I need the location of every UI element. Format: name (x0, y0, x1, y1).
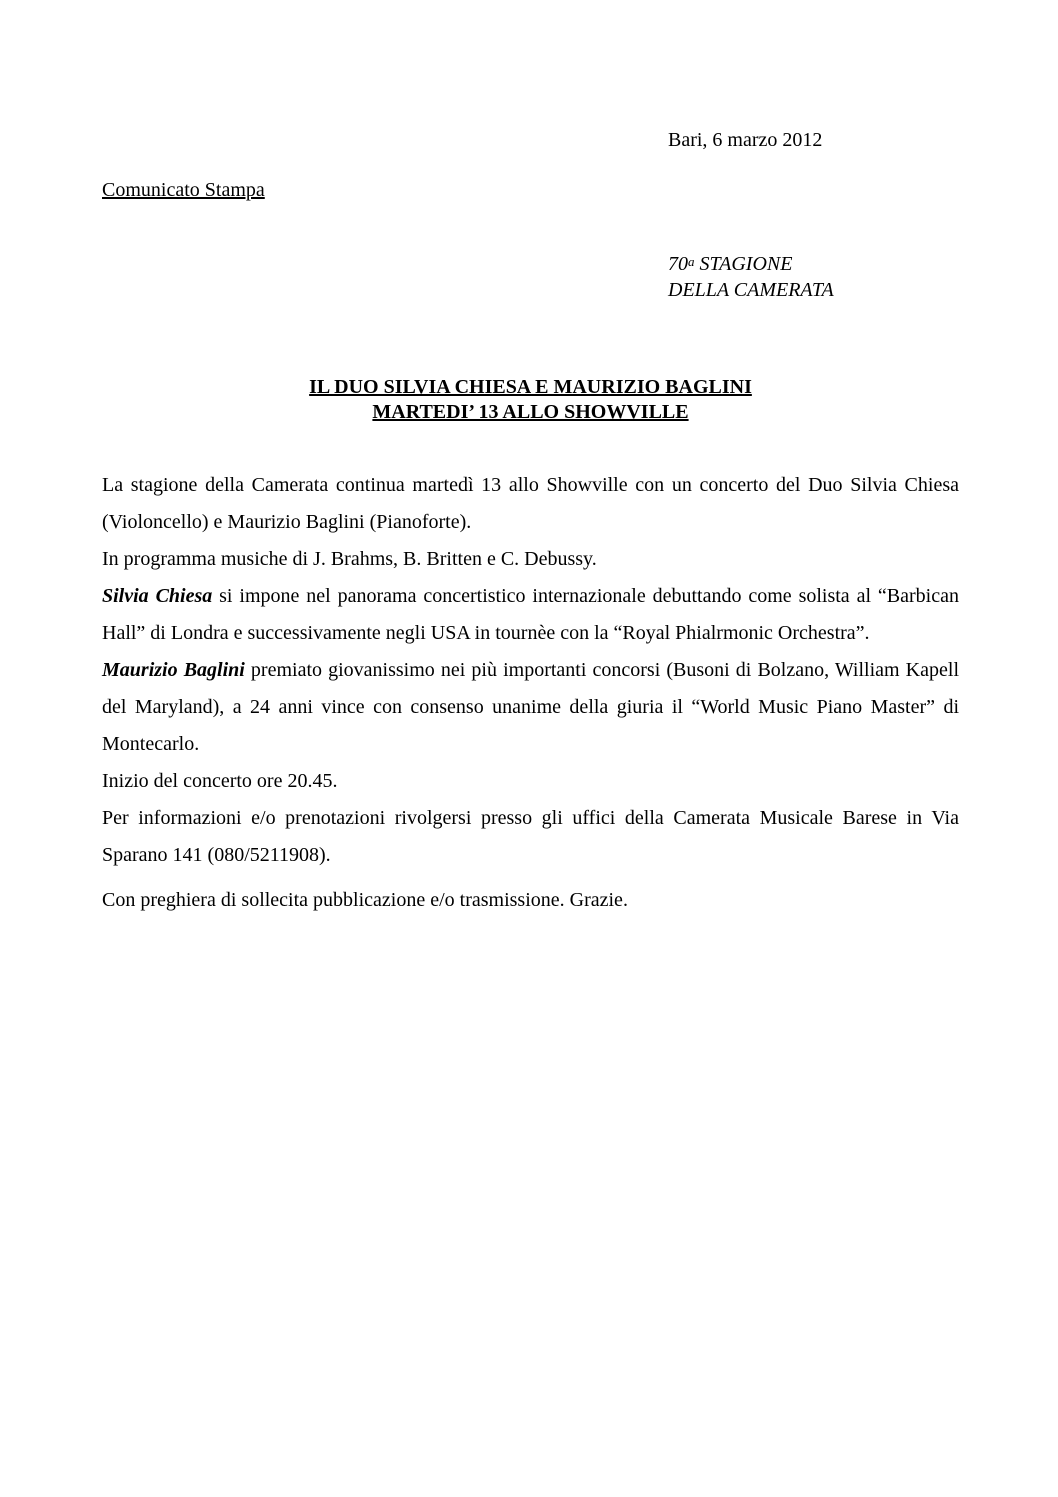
season-label (668, 251, 834, 303)
season-superscript: a (688, 254, 695, 269)
season-line-1 (668, 251, 834, 277)
season-line-2: DELLA CAMERATA (668, 279, 834, 301)
paragraph-program: In programma musiche di J. Brahms, B. Britten e C. Debussy. (102, 548, 597, 570)
paragraph-closing: Con preghiera di sollecita pubblicazione e/o trasmissione. Grazie. (102, 889, 628, 911)
performer-name-silvia-chiesa: Silvia Chiesa (102, 585, 213, 607)
letter-body (102, 467, 959, 919)
letter-date: Bari, 6 marzo 2012 (668, 129, 823, 151)
paragraph-silvia-chiesa (102, 578, 959, 652)
season-line-1-rest: STAGIONE (694, 253, 793, 275)
paragraph-info-contact: Per informazioni e/o prenotazioni rivolgersi presso gli uffici della Camerata Musicale Barese in Via Sparano 141 (080/5211908). (102, 807, 959, 866)
document-type-label: Comunicato Stampa (102, 179, 265, 201)
paragraph-intro: La stagione della Camerata continua martedì 13 allo Showville con un concerto del Duo Silvia Chiesa (Violoncello) e Maurizio Baglini (Pianoforte). (102, 474, 959, 533)
season-number: 70 (668, 253, 688, 275)
paragraph-start-time: Inizio del concerto ore 20.45. (102, 770, 338, 792)
paragraph-maurizio-baglini (102, 652, 959, 763)
press-headline (102, 375, 959, 425)
performer-name-maurizio-baglini: Maurizio Baglini (102, 659, 245, 681)
headline-line-1: IL DUO SILVIA CHIESA E MAURIZIO BAGLINI (309, 376, 752, 398)
paragraph-silvia-chiesa-text: si impone nel panorama concertistico internazionale debuttando come solista al “Barbican Hall” di Londra e successivamente negli USA in tournèe con la “Royal Phialrmonic Orchestra”. (102, 585, 959, 644)
paragraph-maurizio-baglini-text: premiato giovanissimo nei più importanti concorsi (Busoni di Bolzano, William Kapell del Maryland), a 24 anni vince con consenso unanime della giuria il “World Music Piano Master” di Montecarlo. (102, 659, 959, 755)
headline-line-2: MARTEDI’ 13 ALLO SHOWVILLE (372, 401, 689, 423)
